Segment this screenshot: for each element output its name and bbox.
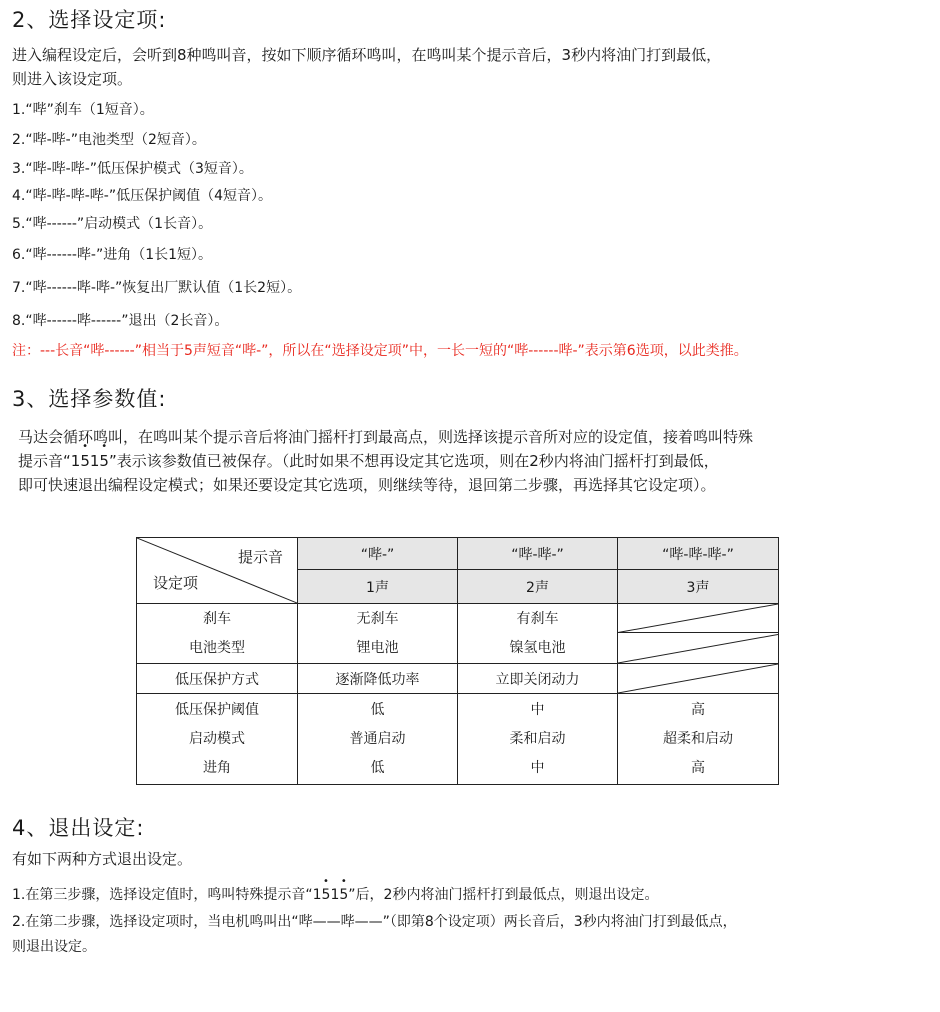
section-3-line-3: 即可快速退出编程设定模式；如果还要设定其它选项，则继续等待，退回第二步骤，再选择其它设定项）。 xyxy=(18,476,716,494)
row-group-1-col-2: 有刹车 镍氢电池 xyxy=(458,604,618,664)
header-sound-3: “哔-哔-哔-” xyxy=(618,538,779,570)
list-item: 1.“哔”刹车（1短音）。 xyxy=(12,102,154,118)
corner-label-sound: 提示音 xyxy=(237,548,283,566)
header-count-1: 1声 xyxy=(298,570,458,604)
row-group-3-labels: 低压保护阈值 启动模式 进角 xyxy=(137,694,298,785)
header-count-3: 3声 xyxy=(618,570,779,604)
list-item: 6.“哔------哔-”进角（1长1短）。 xyxy=(12,247,213,263)
header-sound-1: “哔-” xyxy=(298,538,458,570)
section-4-intro: 有如下两种方式退出设定。 xyxy=(12,850,193,868)
row-group-1-labels: 刹车 电池类型 xyxy=(137,604,298,664)
header-sound-2: “哔-哔-” xyxy=(458,538,618,570)
table-corner-cell xyxy=(137,538,298,604)
row-group-2-col-2: 立即关闭动力 xyxy=(458,664,618,694)
section-4-item-2-line-1: 2.在第二步骤，选择设定项时，当电机鸣叫出“哔——哔——”（即第8个设定项）两长音后，3秒内将油门打到最低点， xyxy=(12,914,737,930)
settings-table xyxy=(136,537,779,785)
row-group-3-col-3: 高 超柔和启动 高 xyxy=(618,694,779,785)
section-4-item-2-line-2: 则退出设定。 xyxy=(12,939,96,955)
corner-label-setting: 设定项 xyxy=(153,574,199,592)
section-2-title: 2、选择设定项: xyxy=(12,8,167,32)
section-4-title: 4、退出设定: xyxy=(12,816,145,840)
section-3-line-1: 马达会循环鸣叫，在鸣叫某个提示音后将油门摇杆打到最高点，则选择该提示音所对应的设定值，接着鸣叫特殊 xyxy=(18,428,754,446)
list-item: 3.“哔-哔-哔-”低压保护模式（3短音）。 xyxy=(12,161,253,177)
row-group-1-col-3-empty xyxy=(618,604,779,664)
row-group-3-col-1: 低 普通启动 低 xyxy=(298,694,458,785)
section-3-title: 3、选择参数值: xyxy=(12,387,167,411)
list-item: 8.“哔------哔------”退出（2长音）。 xyxy=(12,313,229,329)
list-item: 7.“哔------哔-哔-”恢复出厂默认值（1长2短）。 xyxy=(12,280,302,296)
header-count-2: 2声 xyxy=(458,570,618,604)
section-2-intro-line-2: 则进入该设定项。 xyxy=(12,70,133,88)
row-group-2-col-3-empty xyxy=(618,664,779,694)
list-item: 5.“哔------”启动模式（1长音）。 xyxy=(12,216,213,232)
section-2-note: 注：---长音“哔------”相当于5声短音“哔-”，所以在“选择设定项”中，一长一短的“哔------哔-”表示第6选项，以此类推。 xyxy=(12,343,748,359)
row-group-2-label: 低压保护方式 xyxy=(137,664,298,694)
section-2-intro-line-1: 进入编程设定后，会听到8种鸣叫音，按如下顺序循环鸣叫，在鸣叫某个提示音后，3秒内将油门打到最低， xyxy=(12,46,722,64)
list-item: 2.“哔-哔-”电池类型（2短音）。 xyxy=(12,132,206,148)
section-4-item-1: 1.在第三步骤，选择设定值时，鸣叫特殊提示音“1• 51• 5”后，2秒内将油门摇杆打到最低点，则退出设定。 xyxy=(12,884,658,904)
row-group-2-col-1: 逐渐降低功率 xyxy=(298,664,458,694)
section-3-line-2: 提示音“1• 51• 5”表示该参数值已被保存。（此时如果不想再设定其它选项，则在2秒内将油门摇杆打到最低， xyxy=(18,450,719,471)
row-group-1-col-1: 无刹车 锂电池 xyxy=(298,604,458,664)
list-item: 4.“哔-哔-哔-哔-”低压保护阈值（4短音）。 xyxy=(12,188,272,204)
row-group-3-col-2: 中 柔和启动 中 xyxy=(458,694,618,785)
